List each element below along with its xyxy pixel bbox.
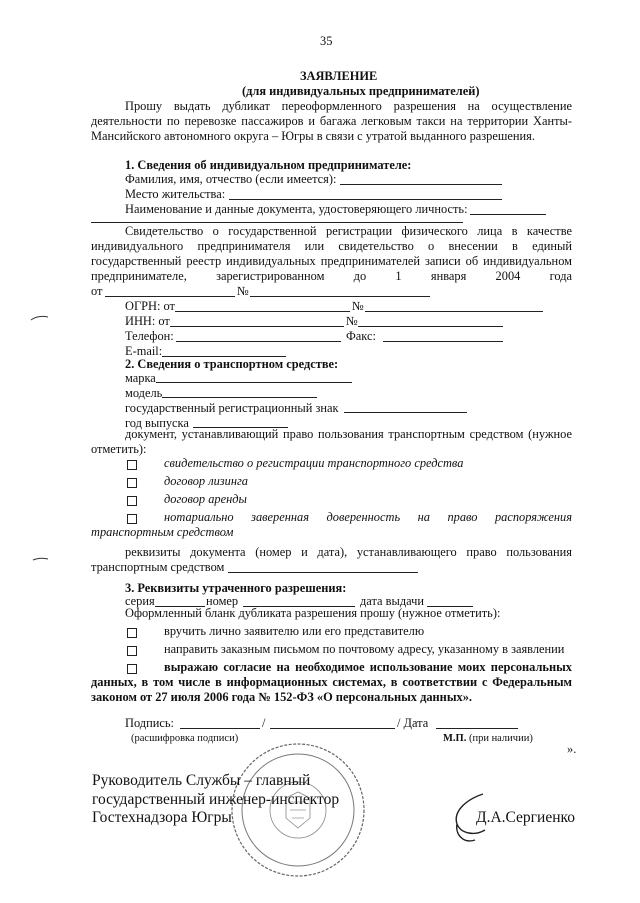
checkbox-consent[interactable] xyxy=(127,664,137,674)
cert-num-field[interactable] xyxy=(250,296,430,297)
delivery-mail: направить заказным письмом по почтовому адресу, указанному в заявлении xyxy=(164,642,565,656)
checkbox-leasing[interactable] xyxy=(127,478,137,488)
date-field[interactable] xyxy=(436,728,518,729)
cert-date-field[interactable] xyxy=(105,296,235,297)
phone-label: Телефон: xyxy=(125,329,174,343)
margin-mark xyxy=(30,314,50,322)
section1-heading: 1. Сведения об индивидуальном предпринимателе: xyxy=(125,158,412,172)
certificate-line-1: Свидетельство о государственной регистрации физического лица в качестве xyxy=(125,224,572,238)
document-subtitle: (для индивидуальных предпринимателей) xyxy=(242,84,480,98)
checkbox-registration[interactable] xyxy=(127,460,137,470)
signature-decode-field[interactable] xyxy=(270,728,395,729)
reg-sign-field[interactable] xyxy=(344,412,467,413)
page-number: 35 xyxy=(320,34,333,48)
certificate-line-3: государственный реестр индивидуальных предпринимателей записи об индивидуальном xyxy=(91,254,572,268)
option-rent: договор аренды xyxy=(164,492,247,506)
email-label: E-mail: xyxy=(125,344,163,358)
inn-label: ИНН: от xyxy=(125,314,170,328)
id-doc-field[interactable] xyxy=(470,214,546,215)
series-label: серия xyxy=(125,594,155,608)
sign-label: Подпись: xyxy=(125,716,174,730)
checkbox-power-of-attorney[interactable] xyxy=(127,514,137,524)
requisites-line-1: реквизиты документа (номер и дата), устанавливающего право пользования xyxy=(125,545,572,559)
ogrn-num-label: № xyxy=(352,299,364,313)
position-line-1: Руководитель Службы – главный xyxy=(92,772,311,789)
option-power-of-attorney-cont: транспортным средством xyxy=(91,525,234,539)
sign-slash: / xyxy=(262,716,266,730)
brand-field[interactable] xyxy=(156,382,352,383)
ogrn-label: ОГРН: от xyxy=(125,299,175,313)
id-doc-field-2[interactable] xyxy=(91,222,463,223)
date-label: / Дата xyxy=(397,716,429,730)
fax-field[interactable] xyxy=(383,341,503,342)
certificate-line-4: предпринимателе, зарегистрированном до 1 января 2004 года xyxy=(91,269,572,283)
ogrn-date-field[interactable] xyxy=(175,311,350,312)
duplicate-form-label: Оформленный бланк дубликата разрешения прошу (нужное отметить): xyxy=(125,606,501,620)
reg-sign-label: государственный регистрационный знак xyxy=(125,401,339,415)
cert-num-label: № xyxy=(237,284,249,298)
checkbox-personal-delivery[interactable] xyxy=(127,628,137,638)
issue-date-label: дата выдачи xyxy=(360,594,424,608)
year-label: год выпуска xyxy=(125,416,189,430)
residence-field[interactable] xyxy=(229,199,502,200)
fio-field[interactable] xyxy=(340,184,502,185)
mp-caption: М.П. (при наличии) xyxy=(443,733,533,744)
option-leasing: договор лизинга xyxy=(164,474,248,488)
margin-mark xyxy=(32,555,50,563)
right-doc-line-2: отметить): xyxy=(91,442,147,456)
fio-label: Фамилия, имя, отчество (если имеется): xyxy=(125,172,337,186)
document-title: ЗАЯВЛЕНИЕ xyxy=(300,69,378,83)
checkbox-mail-delivery[interactable] xyxy=(127,646,137,656)
inn-date-field[interactable] xyxy=(170,326,344,327)
certificate-line-2: индивидуального предпринимателя или свидетельство о внесении в единый xyxy=(91,239,572,253)
ogrn-num-field[interactable] xyxy=(365,311,543,312)
model-label: модель xyxy=(125,386,163,400)
signature-field[interactable] xyxy=(180,728,260,729)
brand-label: марка xyxy=(125,371,156,385)
option-power-of-attorney: нотариально заверенная доверенность на право распоряжения xyxy=(164,510,572,524)
inn-num-label: № xyxy=(346,314,358,328)
intro-line-2: деятельности по перевозке пассажиров и багажа легковым такси на территории Ханты- xyxy=(91,114,572,128)
requisites-field[interactable] xyxy=(228,572,418,573)
official-stamp xyxy=(228,740,368,880)
from-label: от xyxy=(91,284,103,298)
inn-num-field[interactable] xyxy=(358,326,503,327)
checkbox-rent[interactable] xyxy=(127,496,137,506)
model-field[interactable] xyxy=(162,397,317,398)
residence-label: Место жительства: xyxy=(125,187,226,201)
fax-label: Факс: xyxy=(346,329,376,343)
consent-line-2: данных, в том числе в информационных системах, в соответствии с Федеральным xyxy=(91,675,572,689)
phone-field[interactable] xyxy=(176,341,341,342)
intro-line-1: Прошу выдать дубликат переоформленного разрешения на осуществление xyxy=(125,99,572,113)
decode-caption: (расшифровка подписи) xyxy=(131,733,239,744)
section2-heading: 2. Сведения о транспортном средстве: xyxy=(125,357,339,371)
consent-line-3: законом от 27 июля 2006 года № 152-ФЗ «О персональных данных». xyxy=(91,690,472,704)
signer-name: Д.А.Сергиенко xyxy=(476,809,575,826)
option-registration: свидетельство о регистрации транспортного средства xyxy=(164,456,464,470)
section3-heading: 3. Реквизиты утраченного разрешения: xyxy=(125,581,347,595)
number-label: номер xyxy=(206,594,239,608)
end-quote: ». xyxy=(567,742,577,756)
right-doc-line-1: документ, устанавливающий право пользования транспортным средством (нужное xyxy=(125,427,572,441)
requisites-line-2: транспортным средством xyxy=(91,560,225,574)
id-doc-label: Наименование и данные документа, удостоверяющего личность: xyxy=(125,202,468,216)
position-line-3: Гостехнадзора Югры xyxy=(92,809,232,826)
consent-line-1: выражаю согласие на необходимое использование моих персональных xyxy=(164,660,572,674)
position-line-2: государственный инженер-инспектор xyxy=(92,791,340,808)
delivery-personal: вручить лично заявителю или его представителю xyxy=(164,624,425,638)
intro-line-3: Мансийского автономного округа – Югры в связи с утратой выданного разрешения. xyxy=(91,129,535,143)
